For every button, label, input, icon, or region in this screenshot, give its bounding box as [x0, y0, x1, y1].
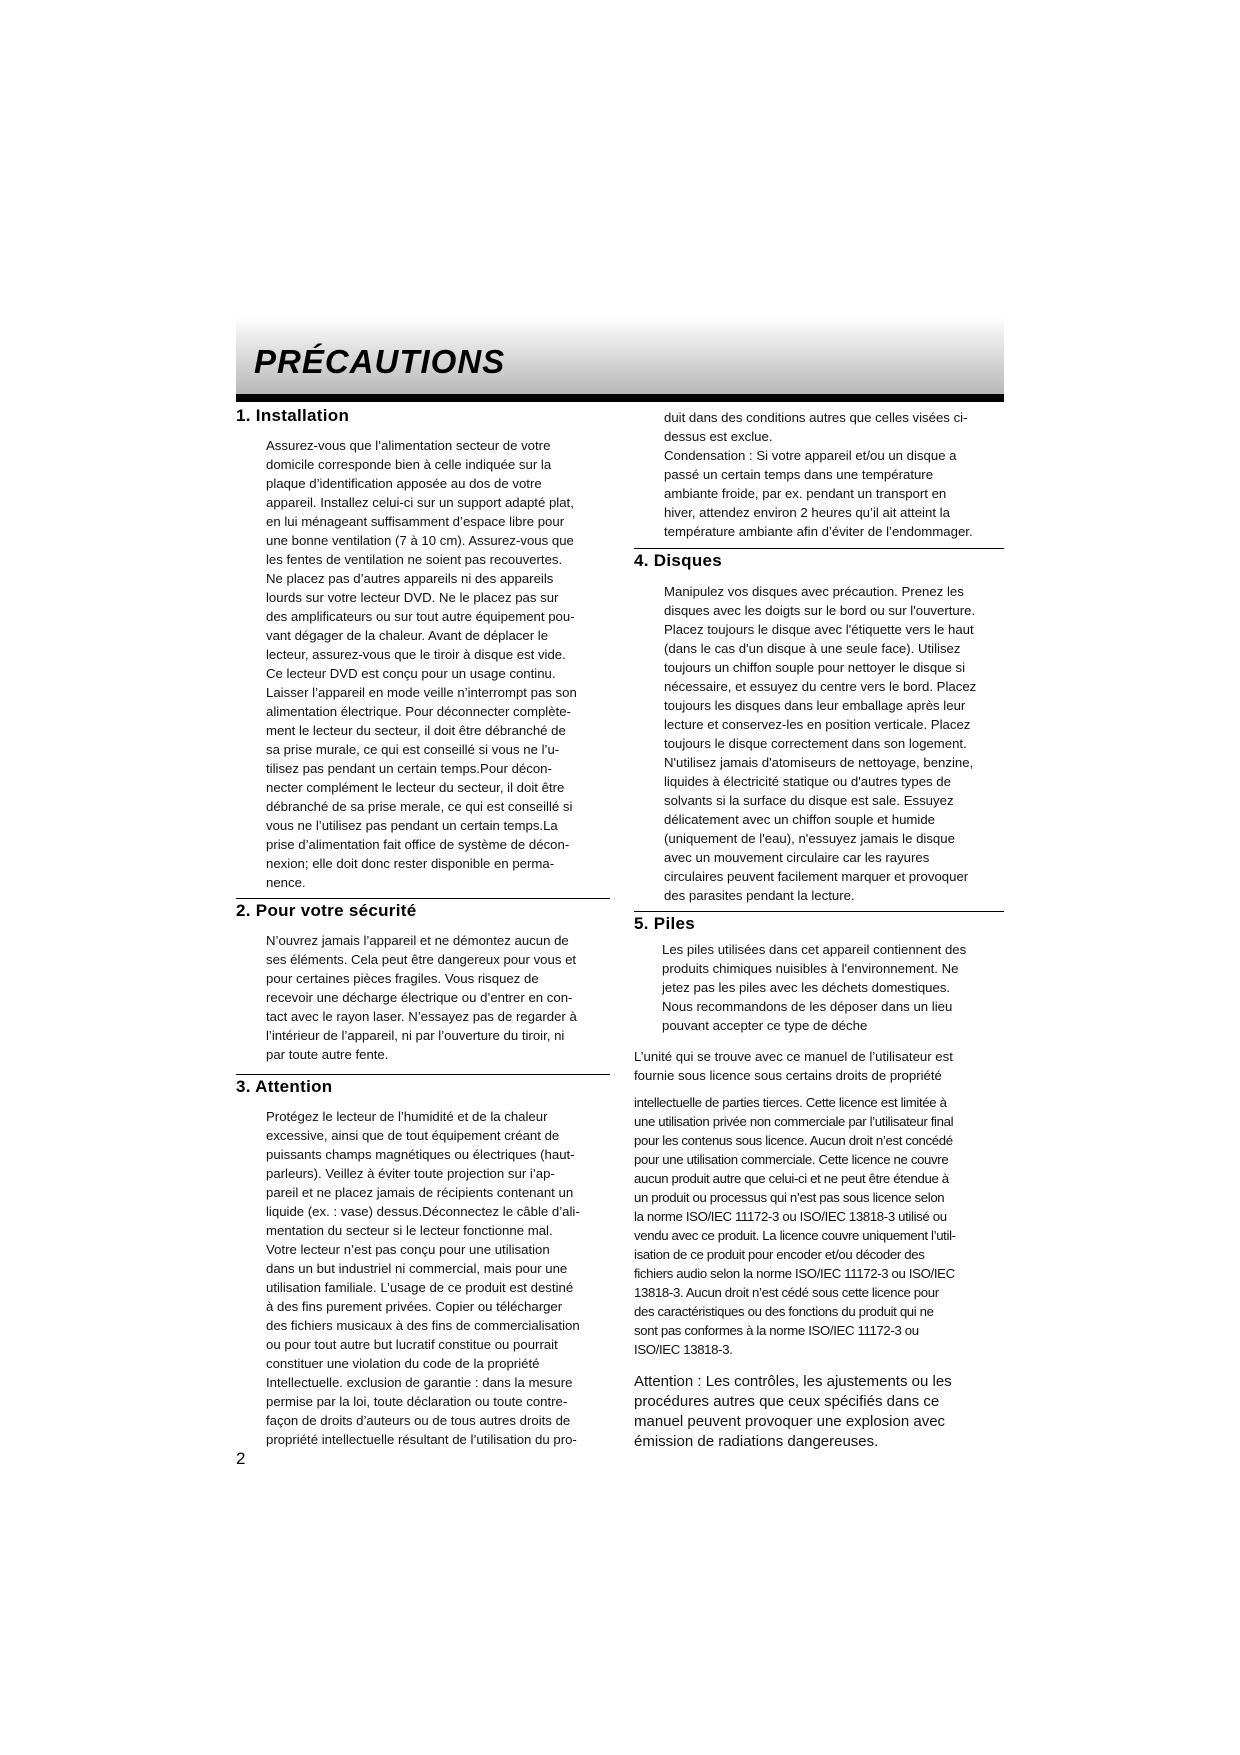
section-heading-piles: 5. Piles	[634, 914, 695, 933]
attention-note: Attention : Les contrôles, les ajustements ou les procédures autres que ceux spécifiés dans ce manuel peuvent provoquer une explosion avec émission de radiations dangereuses.	[634, 1373, 952, 1450]
section-divider	[634, 548, 1004, 549]
title-banner	[236, 316, 1004, 394]
section-heading-disques: 4. Disques	[634, 551, 723, 570]
title-underline	[236, 394, 1004, 402]
page-title: PRÉCAUTIONS	[254, 343, 506, 380]
license-text: intellectuelle de parties tierces. Cette licence est limitée à une utilisation privée non commerciale par l’utilisateur final pour les contenus sous licence. Aucun droit n’est concédé pour une utilisation commerciale. Cette licence ne couvre aucun produit autre que celui-ci et ne peut être étendue à un produit ou processus qui n’est pas sous licence selon la norme ISO/IEC 11172-3 ou ISO/IEC 13818-3 utilisé ou vendu avec ce produit. La licence couvre uniquement l’util- isation de ce produit pour encoder et/ou décoder des fichiers audio selon la norme ISO/IEC 11172-3 ou ISO/IEC 13818-3. Aucun droit n’est cédé sous cette licence pour des caractéristiques ou des fonctions du produit qui ne sont pas conformes à la norme ISO/IEC 11172-3 ou ISO/IEC 13818-3.	[634, 1095, 956, 1357]
section-divider	[236, 1074, 610, 1075]
section-heading-securite: 2. Pour votre sécurité	[236, 901, 417, 920]
section-text-attention: Protégez le lecteur de l’humidité et de la chaleur excessive, ainsi que de tout équipement créant de puissants champs magnétiques ou électriques (haut- parleurs). Veillez à éviter toute projection sur i’ap- pareil et ne placez jamais de récipients contenant un liquide (ex. : vase) dessus.Déconnectez le câble d’ali- mentation du secteur si le lecteur fonctionne mal. Votre lecteur n’est pas conçu pour une utilisation dans un but industriel ni commercial, mais pour une utilisation familiale. L’usage de ce produit est destiné à des fins purement privées. Copier ou télécharger des fichiers musicaux à des fins de commercialisation ou pour tout autre but lucratif constitue ou pourrait constituer une violation du code de la propriété Intellectuelle. exclusion de garantie : dans la mesure permise par la loi, toute déclaration ou toute contre- façon de droits d’auteurs ou de tous autres droits de propriété intellectuelle résultant de l’utilisation du pro-	[266, 1109, 580, 1447]
section-heading-installation: 1. Installation	[236, 406, 350, 425]
section-heading-attention: 3. Attention	[236, 1077, 333, 1096]
section-text-disques: Manipulez vos disques avec précaution. Prenez les disques avec les doigts sur le bord ou sur l'ouverture. Placez toujours le disque avec l'étiquette vers le haut (dans le cas d'un disque à une seule face). Utilisez toujours un chiffon souple pour nettoyer le disque si nécessaire, et essuyez du centre vers le bord. Placez toujours les disques dans leur emballage après leur lecture et conservez-les en position verticale. Placez toujours le disque correctement dans son logement. N'utilisez jamais d'atomiseurs de nettoyage, benzine, liquides à électricité statique ou d'autres types de solvants si la surface du disque est sale. Essuyez délicatement avec un chiffon souple et humide (uniquement de l'eau), n'essuyez jamais le disque avec un mouvement circulaire car les rayures circulaires peuvent facilement marquer et provoquer des parasites pendant la lecture.	[664, 584, 977, 903]
page-number: 2	[236, 1449, 246, 1468]
section-text-installation: Assurez-vous que l’alimentation secteur de votre domicile corresponde bien à celle indiquée sur la plaque d’identification apposée au dos de votre appareil. Installez celui-ci sur un support adapté plat, en lui ménageant suffisamment d’espace libre pour une bonne ventilation (7 à 10 cm). Assurez-vous que les fentes de ventilation ne soient pas recouvertes. Ne placez pas d’autres appareils ni des appareils lourds sur votre lecteur DVD. Ne le placez pas sur des amplificateurs ou sur tout autre équipement pou- vant dégager de la chaleur. Avant de déplacer le lecteur, assurez-vous que le tiroir à disque est vide. Ce lecteur DVD est conçu pour un usage continu. Laisser l’appareil en mode veille n’interrompt pas son alimentation électrique. Pour déconnecter complète- ment le lecteur du secteur, il doit être débranché de sa prise murale, ce qui est conseillé si vous ne l’u- tilisez pas pendant un certain temps.Pour décon- necter complément le lecteur du secteur, il doit être débranché de sa prise merale, ce qui est conseillé si vous ne l’utilisez pas pendant un certain temps.La prise d’alimentation fait office de système de décon- nexion; elle doit donc rester disponible en perma- nence.	[266, 438, 577, 890]
section-divider	[236, 898, 610, 899]
section-text-piles: Les piles utilisées dans cet appareil contiennent des produits chimiques nuisibles à l'environnement. Ne jetez pas les piles avec les déchets domestiques. Nous recommandons de les déposer dans un lieu pouvant accepter ce type de déche	[662, 942, 967, 1033]
license-intro: L’unité qui se trouve avec ce manuel de l’utilisateur est fournie sous licence sous certains droits de propriété	[634, 1049, 953, 1083]
section-text-attention-continued: duit dans des conditions autres que celles visées ci- dessus est exclue. Condensation : Si votre appareil et/ou un disque a passé un certain temps dans une température ambiante froide, par ex. pendant un transport en hiver, attendez environ 2 heures qu’il ait atteint la température ambiante afin d’éviter de l’endommager.	[664, 410, 973, 539]
section-text-securite: N’ouvrez jamais l’appareil et ne démontez aucun de ses éléments. Cela peut être dangereux pour vous et pour certaines pièces fragiles. Vous risquez de recevoir une décharge électrique ou d’entrer en con- tact avec le rayon laser. N’essayez pas de regarder à l’intérieur de l’appareil, ni par l’ouverture du tiroir, ni par toute autre fente.	[266, 933, 577, 1062]
section-divider	[634, 911, 1004, 912]
